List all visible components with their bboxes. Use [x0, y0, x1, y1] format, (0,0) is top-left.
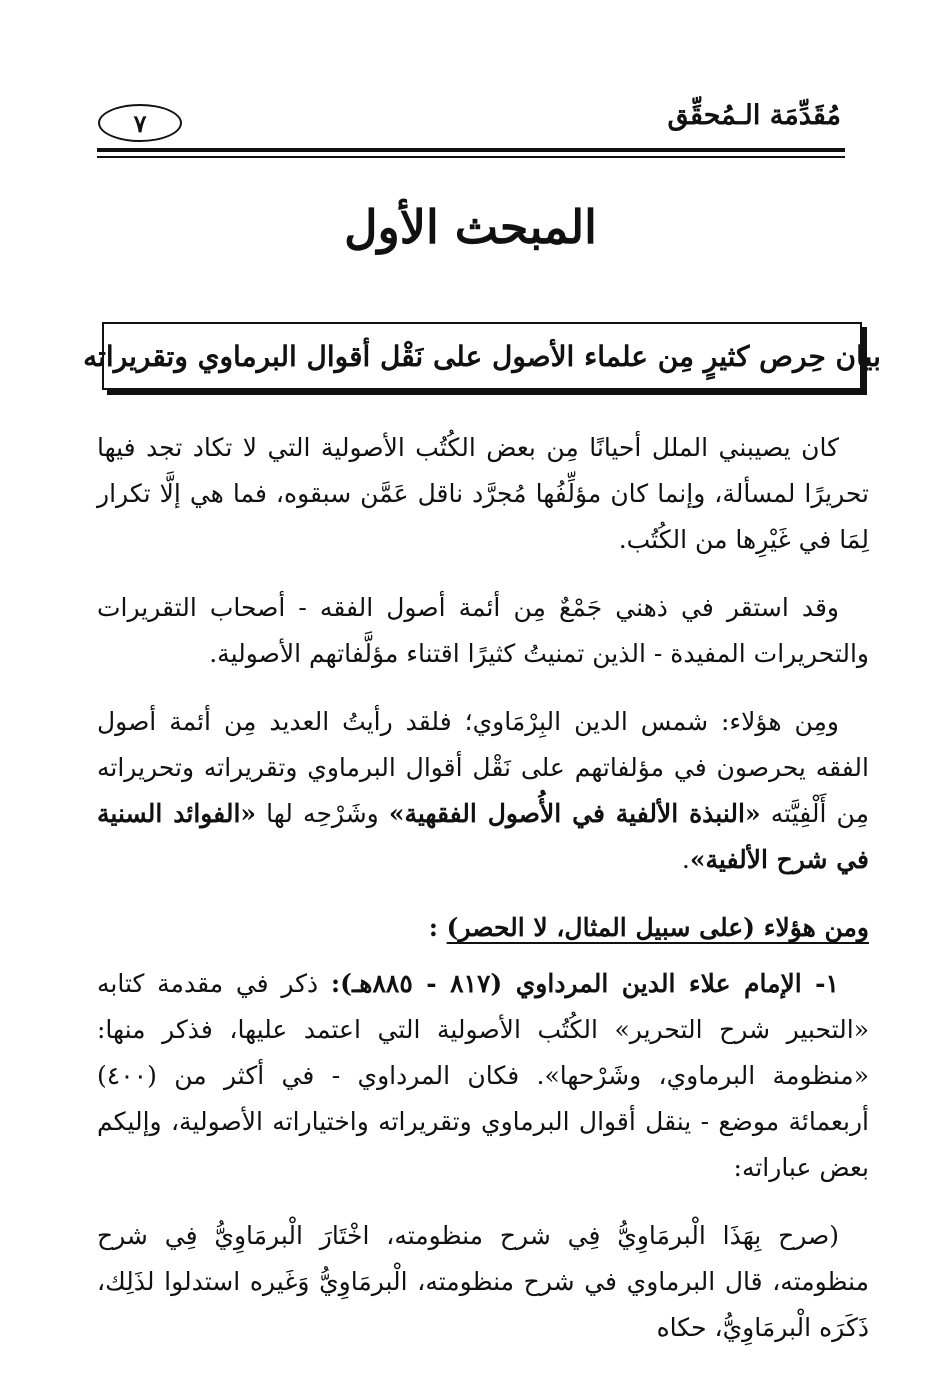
- running-header-title: مُقَدِّمَة الـمُحقِّق: [667, 100, 841, 131]
- section-label-text: ومن هؤلاء (على سبيل المثال، لا الحصر): [446, 913, 869, 942]
- page-number-badge: [98, 104, 182, 142]
- book-title-fawaid: «الفوائد السنية في شرح الألفية»: [97, 799, 869, 874]
- page-number: ٧: [133, 108, 147, 138]
- paragraph-3-mid: وشَرْحِه لها: [256, 799, 389, 828]
- paragraph-4-text: ذكر في مقدمة كتابه «التحبير شرح التحرير» الكُتُب الأصولية التي اعتمد عليها، فذكر منها: «منظومة البرماوي، وشَرْحها». فكان المرداوي - في أكثر من (٤٠٠) أربعمائة موضع - ينقل أقوال البرماوي وتقريراته واختياراته الأصولية، وإليكم بعض عباراته:: [97, 969, 869, 1182]
- header-rule-thin: [97, 156, 845, 158]
- chapter-subtitle-box: [83, 322, 881, 390]
- paragraph-2: وقد استقر في ذهني جَمْعٌ مِن أئمة أصول الفقه - أصحاب التقريرات والتحريرات المفيدة - الذين تمنيتُ كثيرًا اقتناء مؤلَّفاتهم الأصولية.: [97, 593, 869, 668]
- book-title-nubdha: «النبذة الألفية في الأُصول الفقهية»: [388, 799, 761, 828]
- section-label-colon: :: [428, 913, 438, 942]
- paragraph-1: كان يصيبني الملل أحيانًا مِن بعض الكُتُب الأصولية التي لا تكاد تجد فيها تحريرًا لمسألة، وإنما كان مؤلِّفُها مُجرَّد ناقل عَمَّن سبقوه، فما هي إلَّا تكرار لِمَا في غَيْرِها من الكُتُب.: [97, 433, 869, 554]
- chapter-title: المبحث الأول: [344, 200, 597, 254]
- paragraph-3-end: .: [681, 845, 690, 874]
- paragraph-4: [97, 961, 869, 1191]
- header-rule-thick: [97, 148, 845, 152]
- paragraph-3-lead: ومِن هؤلاء: شمس الدين البِرْمَاوي؛ فلقد رأيتُ العديد مِن أئمة أصول الفقه يحرصون في مؤلفاتهم على نَقْل أقوال البرماوي وتقريراته وتحريراته مِن أَلْفِيَّته: [97, 707, 869, 828]
- chapter-subtitle: بيان حِرص كثيرٍ مِن علماء الأصول على نَقْل أقوال البرماوي وتقريراته: [83, 339, 881, 373]
- section-label: [97, 905, 869, 951]
- paragraph-5: (صرح بِهَذَا الْبرمَاوِيُّ فِي شرح منظومته، اخْتَارَ الْبرمَاوِيُّ فِي شرح منظومته، قال البرماوي في شرح منظومته، الْبرمَاوِيُّ وَغَيره استدلوا لذَلِك، ذَكَرَه الْبرمَاوِيُّ، حكاه: [97, 1221, 869, 1342]
- mardawi-heading: ١- الإمام علاء الدين المرداوي (٨١٧ - ٨٨٥هـ):: [330, 969, 839, 998]
- body-text: [97, 425, 869, 1373]
- paragraph-3: [97, 699, 869, 883]
